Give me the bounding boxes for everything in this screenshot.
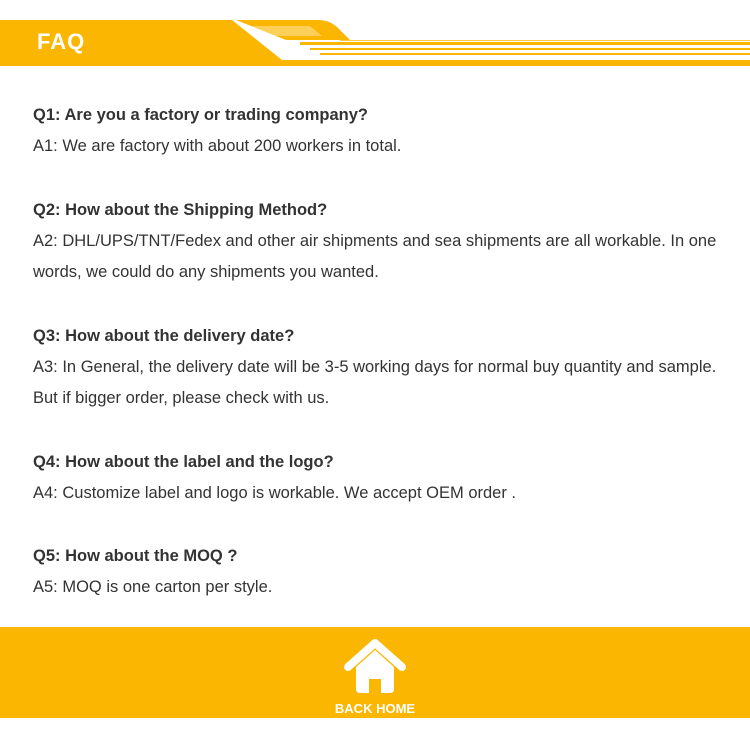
faq-item-1: [33, 104, 733, 162]
header-banner-shape: [0, 0, 750, 66]
faq-question-5: Q5: How about the MOQ ?: [33, 547, 238, 565]
faq-item-2: [33, 199, 733, 288]
faq-question-1: Q1: Are you a factory or trading company?: [33, 106, 368, 124]
faq-item-5: [33, 545, 733, 603]
faq-answer-1: A1: We are factory with about 200 workers in total.: [33, 137, 402, 155]
bottom-strip: [0, 718, 750, 729]
faq-answer-3: A3: In General, the delivery date will be 3-5 working days for normal buy quantity and sample. But if bigger order, please check with us.: [33, 358, 717, 407]
faq-answer-4: A4: Customize label and logo is workable. We accept OEM order .: [33, 484, 517, 502]
faq-answer-5: A5: MOQ is one carton per style.: [33, 578, 273, 596]
home-icon: [342, 637, 408, 695]
faq-item-3: [33, 325, 733, 414]
page-title: FAQ: [37, 29, 86, 54]
footer-bar: [0, 627, 750, 718]
faq-question-3: Q3: How about the delivery date?: [33, 327, 295, 345]
faq-header-banner: [0, 0, 750, 66]
faq-question-2: Q2: How about the Shipping Method?: [33, 201, 328, 219]
back-home-button[interactable]: [325, 633, 425, 718]
faq-question-4: Q4: How about the label and the logo?: [33, 453, 334, 471]
back-home-label: BACK HOME: [334, 701, 416, 716]
faq-answer-2: A2: DHL/UPS/TNT/Fedex and other air shipments and sea shipments are all workable. In one words, we could do any shipments you wanted.: [33, 232, 717, 281]
faq-item-4: [33, 451, 733, 509]
